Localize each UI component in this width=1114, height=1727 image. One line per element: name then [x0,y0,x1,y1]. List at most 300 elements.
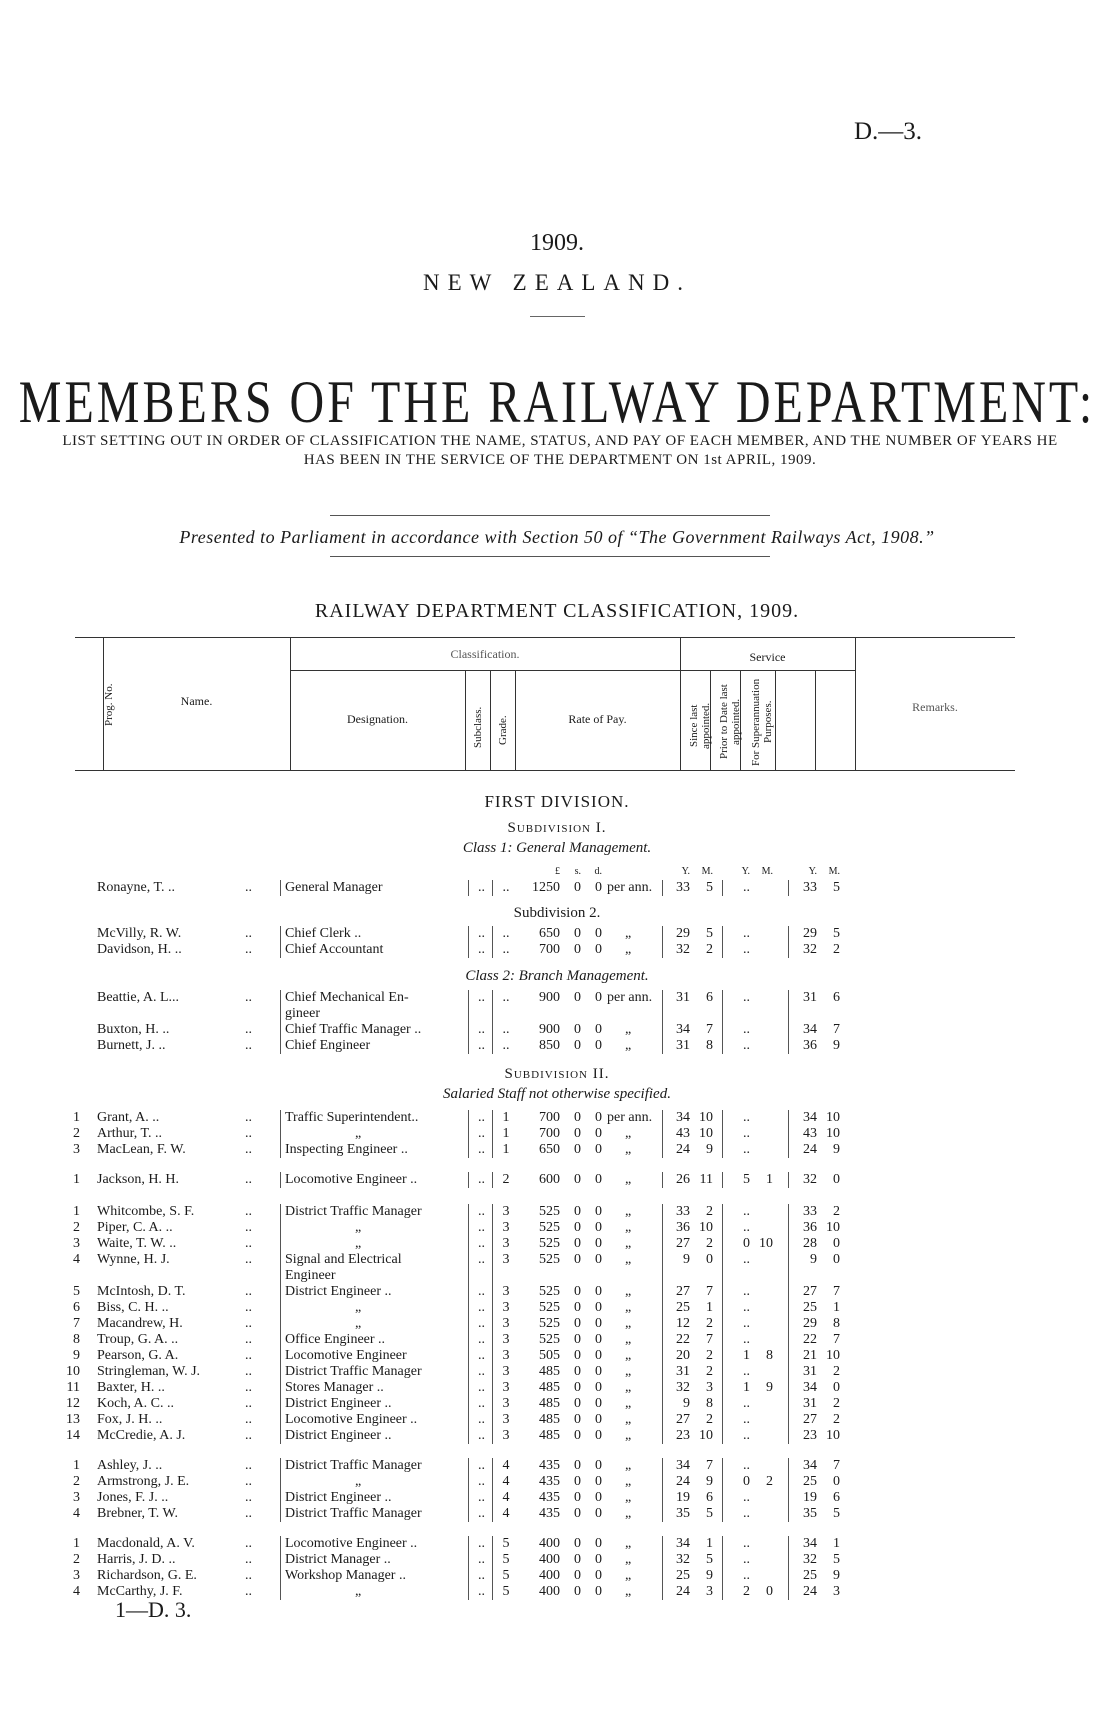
cell-fy: 35 [803,1506,817,1521]
cell-d: 0 [595,1332,602,1347]
cell-py: .. [743,1022,750,1037]
column-rule [280,1474,281,1490]
cell-d: 0 [595,1412,602,1427]
cell-d: 0 [595,1284,602,1299]
leader-dots: .. [245,880,252,895]
cell-d: 0 [595,1396,602,1411]
cell-l: 525 [539,1252,560,1267]
cell-des: General Manager [285,880,383,895]
cell-no: 4 [73,1506,80,1521]
cell-sm: 2 [706,1204,713,1219]
cell-d: 0 [595,1252,602,1267]
leader-dots: .. [245,1506,252,1521]
column-rule [492,1142,493,1158]
column-rule [662,1552,663,1568]
cell-sy: 31 [676,990,690,1005]
column-rule [492,1316,493,1332]
cell-d: 0 [595,1364,602,1379]
cell-fy: 24 [803,1142,817,1157]
column-rule [722,880,723,896]
column-rule [788,1568,789,1584]
cell-name: Ronayne, T. .. [97,880,176,895]
table-row [0,1380,1114,1396]
column-rule [468,1038,469,1054]
cell-des: Engineer [285,1268,336,1283]
cell-sub: .. [478,1568,485,1583]
cell-grade: 3 [502,1332,510,1347]
cell-fm: 2 [833,1364,840,1379]
cell-grade: 4 [502,1506,510,1521]
column-rule [468,1332,469,1348]
column-rule [722,1348,723,1364]
cell-des: District Traffic Manager [285,1458,422,1473]
cell-d: 0 [595,1380,602,1395]
table-row [0,926,1114,942]
cell-fm: 0 [833,1380,840,1395]
column-rule [788,1380,789,1396]
column-rule [788,1300,789,1316]
leader-dots: .. [245,926,252,941]
cell-per: „ [625,1236,632,1251]
cell-grade: 5 [502,1584,510,1599]
cell-name: Troup, G. A. .. [97,1332,179,1347]
table-row [0,1552,1114,1568]
cell-name: Brebner, T. W. [97,1506,178,1521]
cell-no: 5 [73,1284,80,1299]
column-rule [280,1110,281,1126]
cell-per: „ [625,942,632,957]
cell-sub: .. [478,1284,485,1299]
cell-s: 0 [574,880,581,895]
cell-s: 0 [574,1284,581,1299]
table-row [0,1506,1114,1522]
column-rule [492,1536,493,1552]
column-rule [788,1038,789,1054]
column-rule [722,1268,723,1284]
cell-l: 700 [539,1110,560,1125]
column-rule [722,1396,723,1412]
column-rule [788,1252,789,1268]
cell-fy: 36 [803,1220,817,1235]
column-rule [722,1022,723,1038]
cell-per: „ [625,1332,632,1347]
cell-fy: 23 [803,1428,817,1443]
cell-sm: 11 [699,1172,713,1187]
cell-fy: 31 [803,990,817,1005]
cell-s: 0 [574,1412,581,1427]
cell-py: .. [743,1552,750,1567]
column-rule [722,1220,723,1236]
cell-s: 0 [574,1220,581,1235]
cell-sy: 31 [676,1364,690,1379]
cell-fm: 5 [833,880,840,895]
cell-d: 0 [595,942,602,957]
cell-per: „ [625,1348,632,1363]
column-rule [662,1172,663,1188]
leader-dots: .. [245,1126,252,1141]
cell-d: 0 [595,990,602,1005]
cell-name: Fox, J. H. .. [97,1412,163,1427]
column-rule [492,1006,493,1022]
cell-des: District Traffic Manager [285,1364,422,1379]
cell-sy: 24 [676,1584,690,1599]
cell-fm: 6 [833,990,840,1005]
cell-per: „ [625,1126,632,1141]
cell-sy: 43 [676,1126,690,1141]
cell-no: 13 [66,1412,80,1427]
cell-grade: 1 [502,1142,510,1157]
cell-sub: .. [478,1474,485,1489]
column-rule [492,1126,493,1142]
cell-d: 0 [595,1126,602,1141]
cell-s: 0 [574,1204,581,1219]
cell-sm: 5 [706,1506,713,1521]
column-rule [492,1348,493,1364]
column-rule [468,1412,469,1428]
cell-l: 485 [539,1380,560,1395]
cell-sub: .. [478,1038,485,1053]
column-rule [468,1252,469,1268]
column-rule [468,880,469,896]
cell-py: .. [743,1204,750,1219]
cell-sm: 7 [706,1284,713,1299]
cell-sy: 25 [676,1300,690,1315]
cell-no: 14 [66,1428,80,1443]
cell-des: „ [355,1220,362,1235]
cell-sub: .. [478,1236,485,1251]
cell-sub: .. [478,1552,485,1567]
column-rule [662,1204,663,1220]
cell-d: 0 [595,1506,602,1521]
cell-grade: .. [502,990,510,1005]
cell-sy: 24 [676,1142,690,1157]
leader-dots: .. [245,1474,252,1489]
cell-fm: 7 [833,1332,840,1347]
cell-d: 0 [595,1038,602,1053]
cell-d: 0 [595,1022,602,1037]
column-rule [280,1364,281,1380]
column-rule [662,942,663,958]
cell-sm: 2 [706,1348,713,1363]
table-row [0,1142,1114,1158]
cell-s: 0 [574,1380,581,1395]
cell-py: .. [743,1506,750,1521]
cell-grade: 3 [502,1204,510,1219]
column-rule [468,1316,469,1332]
column-rule [722,1038,723,1054]
cell-s: 0 [574,990,581,1005]
cell-sm: 2 [706,1236,713,1251]
column-rule [662,1220,663,1236]
cell-sm: 10 [699,1220,713,1235]
column-rule [662,1006,663,1022]
cell-per: „ [625,926,632,941]
cell-name: Armstrong, J. E. [97,1474,190,1489]
column-rule [468,942,469,958]
cell-grade: .. [502,1022,510,1037]
cell-s: 0 [574,1300,581,1315]
cell-py: 1 [743,1348,750,1363]
cell-l: 525 [539,1284,560,1299]
cell-sy: 26 [676,1172,690,1187]
column-rule [662,1126,663,1142]
column-rule [468,1428,469,1444]
cell-sm: 7 [706,1022,713,1037]
column-rule [280,1252,281,1268]
column-rule [492,1412,493,1428]
column-rule [280,942,281,958]
table-row [0,1536,1114,1552]
table-row [0,1412,1114,1428]
cell-fm: 3 [833,1584,840,1599]
column-rule [492,1506,493,1522]
table-row [0,1268,1114,1284]
cell-sy: 33 [676,1204,690,1219]
cell-py: 2 [743,1584,750,1599]
cell-l: 700 [539,942,560,957]
cell-grade: 3 [502,1428,510,1443]
cell-s: 0 [574,1316,581,1331]
column-rule [280,926,281,942]
table-row [0,1220,1114,1236]
class-heading: Salaried Staff not otherwise specified. [443,1086,671,1102]
column-rule [722,1110,723,1126]
column-rule [722,926,723,942]
column-rule [722,1284,723,1300]
cell-fy: 25 [803,1474,817,1489]
cell-name: Jones, F. J. .. [97,1490,169,1505]
cell-sm: 7 [706,1458,713,1473]
column-rule [492,1552,493,1568]
cell-fm: 10 [826,1110,840,1125]
leader-dots: .. [245,1022,252,1037]
leader-dots: .. [245,1428,252,1443]
cell-fy: 32 [803,942,817,957]
table-row [0,1348,1114,1364]
cell-sy: 32 [676,942,690,957]
column-rule [662,926,663,942]
cell-pm: 2 [766,1474,773,1489]
cell-no: 2 [73,1126,80,1141]
page-subtitle: LIST SETTING OUT IN ORDER OF CLASSIFICATION THE NAME, STATUS, AND PAY OF EACH MEMBER, AND THE NUMBER OF YEARS HE HAS BEEN IN THE SERVICE OF THE DEPARTMENT ON 1st APRIL, 1909. [62,433,1058,468]
column-rule [280,1332,281,1348]
column-rule [280,1552,281,1568]
cell-fy: 31 [803,1364,817,1379]
cell-no: 11 [66,1380,80,1395]
cell-des: „ [355,1300,362,1315]
subdivision-heading: Subdivision 2. [513,905,601,921]
cell-fm: 2 [833,1396,840,1411]
page-footer: 1—D. 3. [115,1597,192,1622]
cell-sub: .. [478,1506,485,1521]
cell-l: 435 [539,1506,560,1521]
cell-grade: 3 [502,1300,510,1315]
cell-per: „ [625,1284,632,1299]
column-rule [468,1126,469,1142]
cell-grade: 3 [502,1412,510,1427]
column-rule [280,1022,281,1038]
cell-l: 1250 [532,880,560,895]
column-rule [662,1348,663,1364]
cell-fy: 34 [803,1536,817,1551]
cell-pm: 10 [759,1236,773,1251]
cell-d: 0 [595,1428,602,1443]
cell-des: District Traffic Manager [285,1506,422,1521]
cell-grade: 3 [502,1236,510,1251]
column-rule [662,1474,663,1490]
cell-sub: .. [478,1428,485,1443]
cell-name: Arthur, T. .. [97,1126,163,1141]
table-row [0,1428,1114,1444]
column-rule [788,1348,789,1364]
column-rule [280,1284,281,1300]
column-rule [280,880,281,896]
cell-per: „ [625,1474,632,1489]
table-row [0,1252,1114,1268]
column-rule [492,942,493,958]
cell-fm: 1 [833,1300,840,1315]
cell-name: Baxter, H. .. [97,1380,165,1395]
cell-des: Chief Clerk .. [285,926,362,941]
column-rule [788,1204,789,1220]
column-rule [788,880,789,896]
cell-pm: 1 [766,1172,773,1187]
cell-des: District Engineer .. [285,1428,392,1443]
cell-py: .. [743,1110,750,1125]
cell-sy: 34 [676,1458,690,1473]
cell-fm: 10 [826,1126,840,1141]
cell-s: 0 [574,1038,581,1053]
cell-s: 0 [574,1364,581,1379]
cell-des: Inspecting Engineer .. [285,1142,408,1157]
cell-l: 525 [539,1300,560,1315]
cell-sy: 33 [676,880,690,895]
cell-d: 0 [595,1300,602,1315]
prior-header: Prior to Date last appointed. [718,684,742,760]
cell-fm: 0 [833,1474,840,1489]
column-rule [788,1474,789,1490]
subdivision-heading: Subdivision II. [504,1066,610,1082]
column-rule [492,1380,493,1396]
cell-no: 1 [73,1458,80,1473]
cell-no: 3 [73,1236,80,1251]
column-rule [280,1536,281,1552]
cell-name: Burnett, J. .. [97,1038,166,1053]
cell-py: .. [743,1220,750,1235]
column-rule [662,1568,663,1584]
cell-sm: 5 [706,880,713,895]
column-rule [722,1332,723,1348]
column-rule [492,1236,493,1252]
table-row [0,942,1114,958]
column-rule [788,942,789,958]
cell-pm: 0 [766,1584,773,1599]
leader-dots: .. [245,1284,252,1299]
column-rule [492,926,493,942]
cell-py: .. [743,880,750,895]
leader-dots: .. [245,1490,252,1505]
column-rule [492,1252,493,1268]
cell-des: District Engineer .. [285,1490,392,1505]
cell-fy: 22 [803,1332,817,1347]
cell-fy: 34 [803,1458,817,1473]
column-rule [492,990,493,1006]
country-heading: NEW ZEALAND. [422,270,692,295]
since-last-header: Since last appointed. [688,702,712,750]
cell-d: 0 [595,1142,602,1157]
cell-des: Signal and Electrical [285,1252,402,1267]
cell-per: „ [625,1490,632,1505]
column-rule [468,1110,469,1126]
cell-sy: 27 [676,1236,690,1251]
classification-header: Classification. [450,647,520,661]
cell-fy: 19 [803,1490,817,1505]
column-rule [492,1428,493,1444]
cell-l: 525 [539,1220,560,1235]
column-rule [662,1490,663,1506]
cell-des: Locomotive Engineer [285,1348,407,1363]
column-rule [788,990,789,1006]
cell-l: 400 [539,1568,560,1583]
cell-sm: 3 [706,1584,713,1599]
column-rule [492,1584,493,1600]
cell-sm: 9 [706,1568,713,1583]
cell-sub: .. [478,1110,485,1125]
column-rule [722,1006,723,1022]
column-rule [468,990,469,1006]
cell-s: 0 [574,1536,581,1551]
cell-grade: 3 [502,1348,510,1363]
column-rule [280,1300,281,1316]
cell-d: 0 [595,1458,602,1473]
cell-no: 3 [73,1142,80,1157]
column-rule [468,1348,469,1364]
cell-sm: 5 [706,926,713,941]
column-rule [722,1236,723,1252]
cell-sy: 19 [676,1490,690,1505]
leader-dots: .. [245,942,252,957]
table-row [0,1490,1114,1506]
cell-py: .. [743,1568,750,1583]
column-rule [280,1126,281,1142]
column-rule [788,1236,789,1252]
table-row [0,1006,1114,1022]
column-rule [280,1396,281,1412]
cell-fy: 32 [803,1552,817,1567]
cell-grade: .. [502,880,510,895]
cell-fm: 2 [833,942,840,957]
column-rule [788,1284,789,1300]
column-rule [788,1458,789,1474]
cell-no: 9 [73,1348,80,1363]
cell-sub: .. [478,1300,485,1315]
cell-des: Workshop Manager .. [285,1568,406,1583]
cell-no: 3 [73,1568,80,1583]
leader-dots: .. [245,1348,252,1363]
column-rule [492,1204,493,1220]
cell-sy: 25 [676,1568,690,1583]
cell-name: Buxton, H. .. [97,1022,170,1037]
cell-py: .. [743,1284,750,1299]
cell-l: 435 [539,1474,560,1489]
cell-s: 0 [574,1506,581,1521]
cell-fm: 0 [833,1252,840,1267]
divider [330,556,770,557]
cell-no: 6 [73,1300,80,1315]
cell-l: 435 [539,1458,560,1473]
cell-des: Locomotive Engineer .. [285,1172,418,1187]
cell-sy: 32 [676,1380,690,1395]
